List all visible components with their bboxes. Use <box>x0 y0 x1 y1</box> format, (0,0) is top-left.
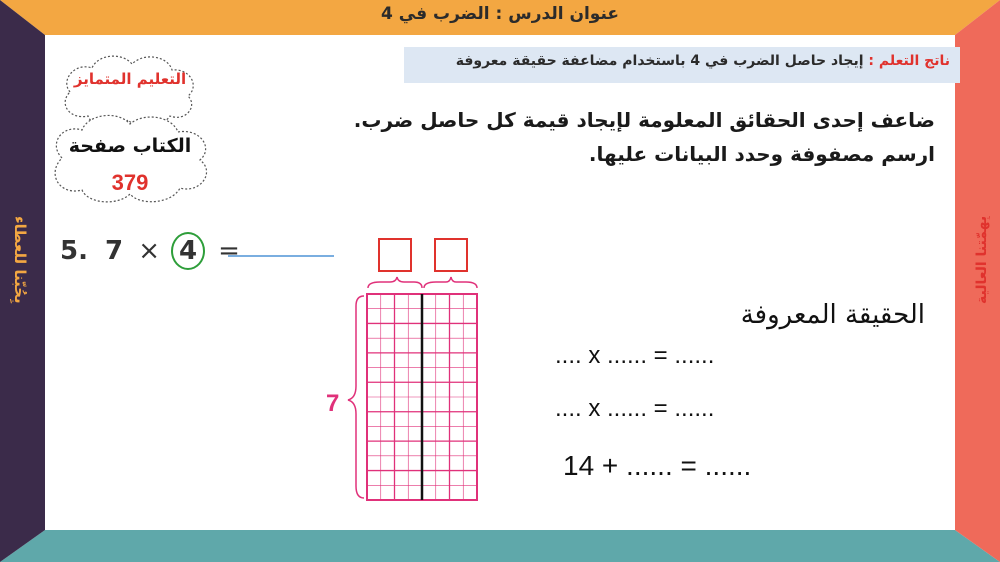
right-column-brace <box>424 277 477 288</box>
problem-5 <box>60 232 240 270</box>
column-answer-box-1[interactable] <box>378 238 412 272</box>
instruction-line-2: ارسم مصفوفة وحدد البيانات عليها. <box>588 142 935 166</box>
known-fact-line-2: .... x ...... = ...... <box>555 395 715 422</box>
book-page-label: الكتاب صفحة <box>68 135 192 157</box>
bottom-band <box>0 530 1000 562</box>
differentiated-learning-label: التعليم المتمايز <box>73 70 187 88</box>
book-page-number: 379 <box>111 170 149 195</box>
top-cloud-shape <box>65 56 193 126</box>
lesson-title: عنوان الدرس : الضرب في 4 <box>380 4 619 24</box>
known-fact-title: الحقيقة المعروفة <box>740 300 925 330</box>
answer-blank[interactable] <box>228 255 334 257</box>
instruction-line-1: ضاعف إحدى الحقائق المعلومة لإيجاد قيمة كل حاصل ضرب. <box>353 108 935 132</box>
factor-2-circled: 4 <box>171 232 205 270</box>
left-column-brace <box>368 277 422 288</box>
known-fact-line-3: 14 + ...... = ...... <box>563 450 752 481</box>
outcome-text: إيجاد حاصل الضرب في 4 باستخدام مضاعفة حقيقة معروفة <box>455 53 864 69</box>
left-side-text: بِحُبّنا للعطاء <box>11 216 29 304</box>
array-diagram <box>340 276 490 506</box>
row-brace <box>348 296 364 498</box>
problem-number: 5. <box>60 236 88 266</box>
right-side-text: بِهِمّتنا العالية <box>974 215 990 305</box>
learning-outcome <box>404 47 960 83</box>
column-answer-box-2[interactable] <box>434 238 468 272</box>
row-count-label: 7 <box>326 390 340 417</box>
outcome-label: ناتج التعلم : <box>868 53 950 69</box>
times-sign: × <box>138 236 160 266</box>
known-fact-line-1: .... x ...... = ...... <box>555 342 715 369</box>
equals-sign: = <box>218 236 240 266</box>
factor-1: 7 <box>105 236 124 266</box>
